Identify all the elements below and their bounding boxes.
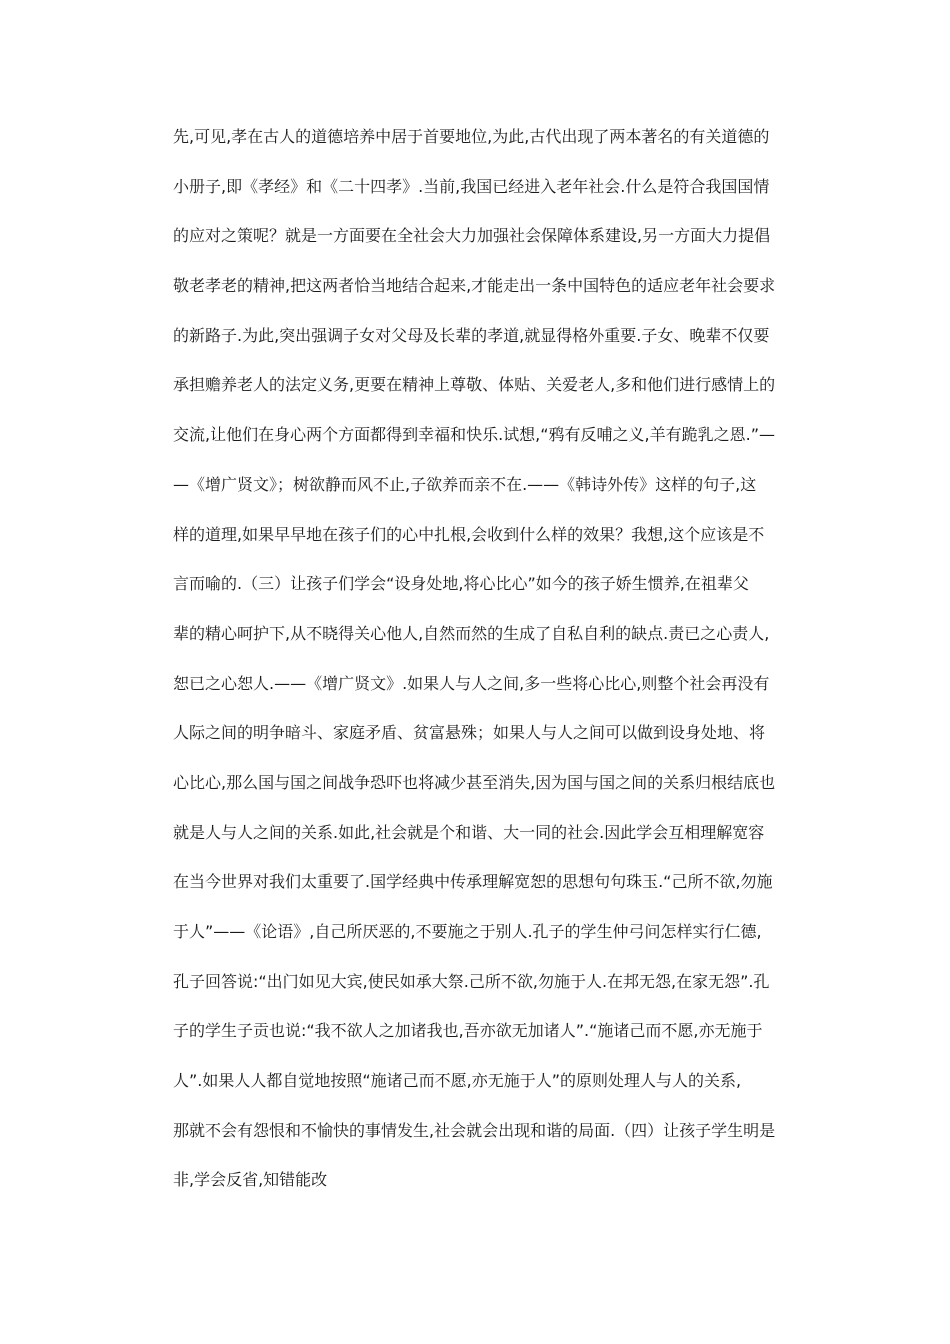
text-line: 先,可见,孝在古人的道德培养中居于首要地位,为此,古代出现了两本著名的有关道德的 [173,127,770,146]
text-line: 言而喻的.（三）让孩子们学会“设身处地,将心比心”如今的孩子娇生惯养,在祖辈父 [173,574,749,594]
text-line: 辈的精心呵护下,从不晓得关心他人,自然而然的生成了自私自利的缺点.责已之心责人, [173,623,770,643]
text-line: —《增广贤文》；树欲静而风不止,子欲养而亲不在.——《韩诗外传》这样的句子,这 [173,474,757,494]
text-line: 子的学生子贡也说:“我不欲人之加诸我也,吾亦欲无加诸人”.“施诸己而不愿,亦无施于 [173,1021,763,1041]
text-line: 非,学会反省,知错能改 [173,1170,328,1190]
text-line: 那就不会有怨恨和不愉快的事情发生,社会就会出现和谐的局面.（四）让孩子学生明是 [173,1120,776,1140]
text-line: 交流,让他们在身心两个方面都得到幸福和快乐.试想,“鸦有反哺之义,羊有跪乳之恩.”— [173,425,776,445]
text-line: 就是人与人之间的关系.如此,社会就是个和谐、大一同的社会.因此学会互相理解宽容 [173,822,765,842]
text-line: 于人”——《论语》,自己所厌恶的,不要施之于别人.孔子的学生仲弓问怎样实行仁德, [173,922,762,941]
text-line: 的应对之策呢？就是一方面要在全社会大力加强社会保障体系建设,另一方面大力提倡 [173,226,771,246]
text-line: 人际之间的明争暗斗、家庭矛盾、贫富悬殊；如果人与人之间可以做到设身处地、将 [173,723,766,743]
text-line: 人”.如果人人都自觉地按照“施诸己而不愿,亦无施于人”的原则处理人与人的关系, [173,1071,742,1091]
text-line: 承担赡养老人的法定义务,更要在精神上尊敬、体贴、关爱老人,多和他们进行感情上的 [173,375,776,395]
text-line: 的新路子.为此,突出强调子女对父母及长辈的孝道,就显得格外重要.子女、晚辈不仅要 [173,325,770,345]
text-line: 样的道理,如果早早地在孩子们的心中扎根,会收到什么样的效果？我想,这个应该是不 [173,524,765,544]
text-line: 孔子回答说:“出门如见大宾,使民如承大祭.己所不欲,勿施于人.在邦无怨,在家无怨”.孔 [173,971,770,991]
document-body [173,122,813,1215]
text-line: 心比心,那么国与国之间战争恐吓也将减少甚至消失,因为国与国之间的关系归根结底也 [173,772,776,792]
text-line: 敬老孝老的精神,把这两者恰当地结合起来,才能走出一条中国特色的适应老年社会要求 [173,276,776,296]
text-line: 在当今世界对我们太重要了.国学经典中传承理解宽恕的思想句句珠玉.“己所不欲,勿施 [173,872,773,892]
text-line: 恕已之心恕人.——《增广贤文》.如果人与人之间,多一些将心比心,则整个社会再没有 [173,673,770,693]
text-line: 小册子,即《孝经》和《二十四孝》.当前,我国已经进入老年社会.什么是符合我国国情 [173,176,770,196]
